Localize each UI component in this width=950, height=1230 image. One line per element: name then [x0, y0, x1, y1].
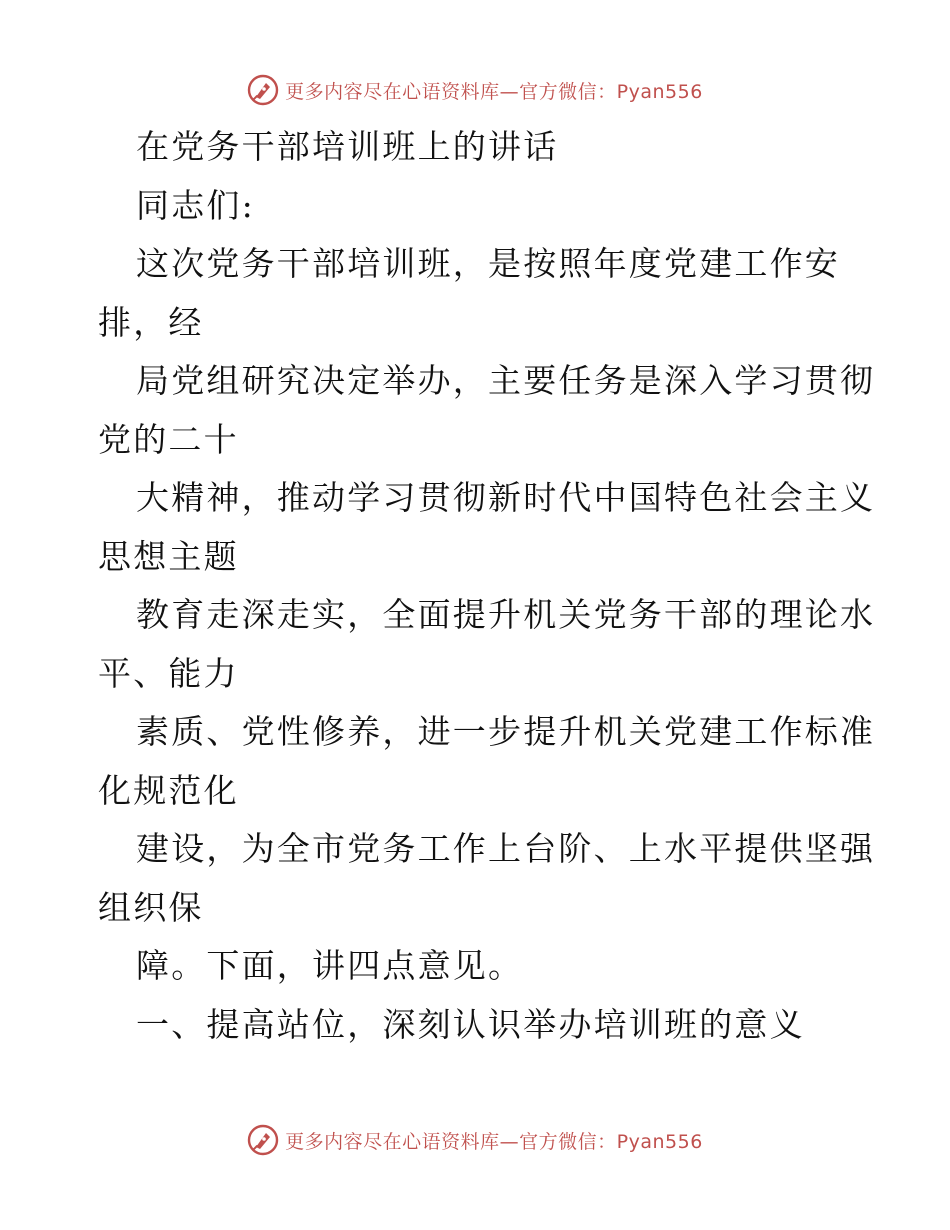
text-line: 教育走深走实，全面提升机关党务干部的理论水 — [136, 595, 876, 634]
footer-banner-text: 更多内容尽在心语资料库—官方微信：Pyan556 — [285, 1130, 703, 1153]
text-line: 排，经 — [98, 302, 204, 342]
text-line: 同志们: — [136, 185, 255, 225]
text-line: 平、能力 — [98, 653, 239, 693]
text-line: 建设，为全市党务工作上台阶、上水平提供坚强 — [136, 829, 876, 868]
text-line: 素质、党性修养，进一步提升机关党建工作标准 — [136, 712, 876, 751]
document-title: 在党务干部培训班上的讲话 — [136, 127, 559, 166]
header-banner-text: 更多内容尽在心语资料库—官方微信：Pyan556 — [285, 80, 703, 103]
text-line: 思想主题 — [98, 536, 239, 576]
text-line: 障。下面，讲四点意见。 — [136, 946, 524, 985]
text-line: 一、提高站位，深刻认识举办培训班的意义 — [136, 1004, 805, 1044]
header-banner — [0, 72, 950, 108]
pen-nib-logo-icon — [247, 74, 279, 106]
text-line: 大精神，推动学习贯彻新时代中国特色社会主义 — [136, 478, 876, 517]
text-line: 局党组研究决定举办，主要任务是深入学习贯彻 — [136, 361, 876, 400]
text-line: 组织保 — [98, 887, 204, 927]
text-line: 这次党务干部培训班，是按照年度党建工作安 — [136, 244, 840, 283]
text-line: 化规范化 — [98, 770, 239, 810]
document-body — [98, 118, 876, 1054]
footer-banner — [0, 1122, 950, 1158]
text-line: 党的二十 — [98, 419, 239, 459]
pen-nib-logo-icon — [247, 1124, 279, 1156]
